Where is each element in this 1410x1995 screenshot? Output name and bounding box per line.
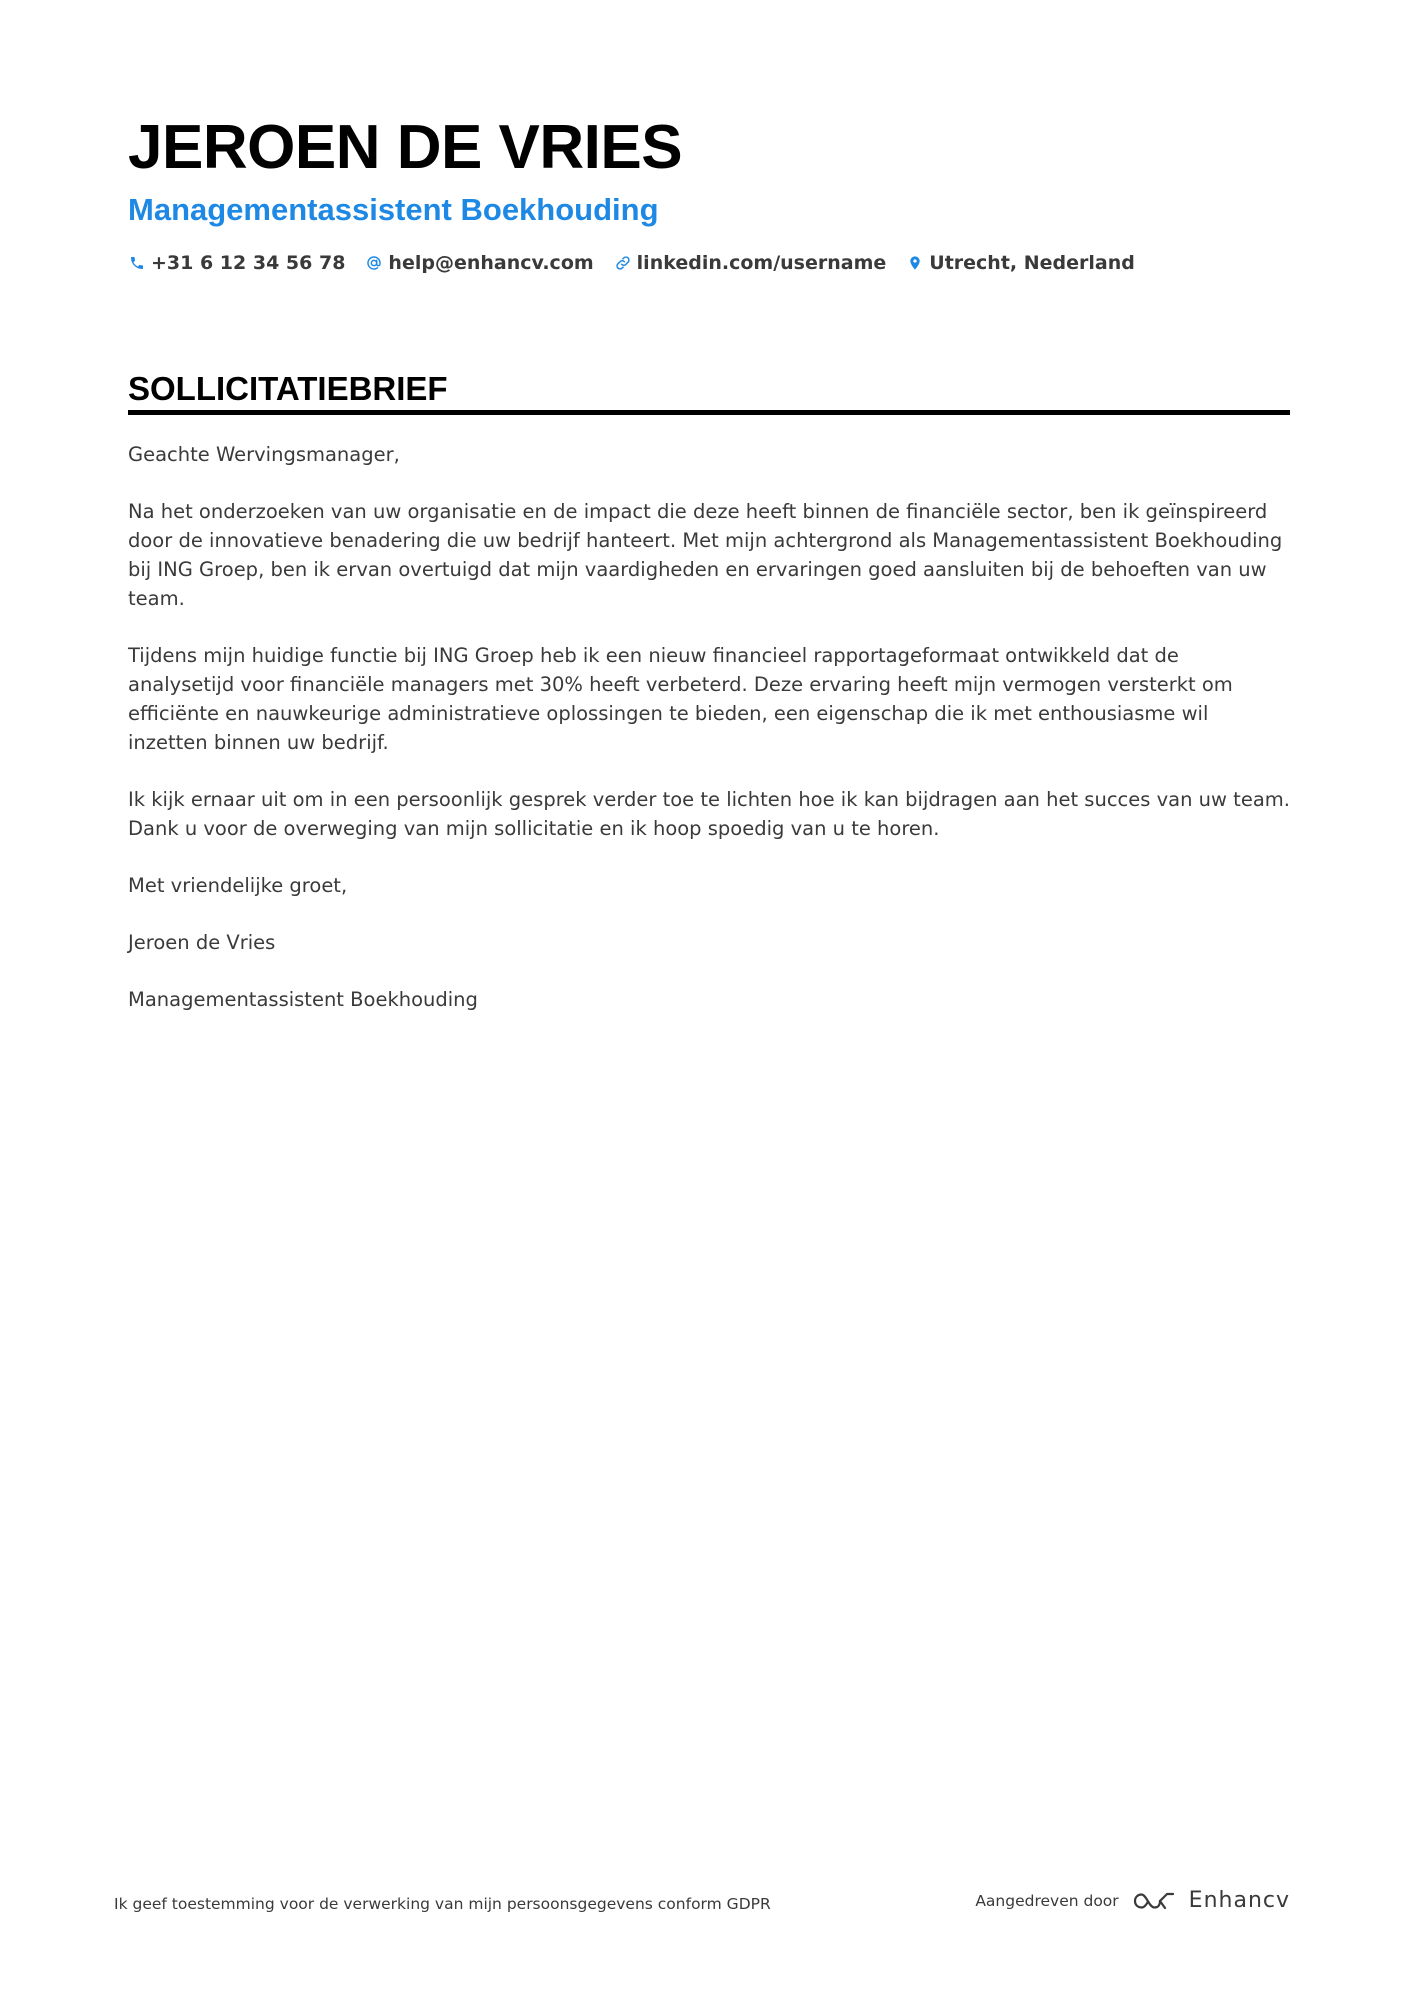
- contact-phone: [128, 252, 345, 274]
- letter-closing: Met vriendelijke groet,: [128, 874, 348, 897]
- enhancv-logo-icon: [1131, 1889, 1177, 1913]
- contact-location-text: Utrecht, Nederland: [929, 252, 1135, 274]
- letter-paragraph: Ik kijk ernaar uit om in een persoonlijk gesprek verder toe te lichten hoe ik kan bijdragen aan het succes van uw team. Dank u voor de overweging van mijn sollicitatie en ik hoop spoedig van u te horen.: [128, 788, 1290, 840]
- signature-name: Jeroen de Vries: [128, 931, 276, 954]
- gdpr-consent: Ik geef toestemming voor de verwerking van mijn persoonsgegevens conform GDPR: [114, 1895, 771, 1913]
- letter-greeting: Geachte Wervingsmanager,: [128, 443, 400, 466]
- powered-by[interactable]: [975, 1888, 1290, 1913]
- contact-phone-text: +31 6 12 34 56 78: [151, 252, 346, 274]
- letter-paragraph: Tijdens mijn huidige functie bij ING Groep heb ik een nieuw financieel rapportageformaat ontwikkeld dat de analysetijd voor financiële managers met 30% heeft verbeterd. Deze ervaring heeft mijn vermogen versterkt om efficiënte en nauwkeurige administratieve oplossingen te bieden, een eigenschap die ik met enthousiasme wil inzetten binnen uw bedrijf.: [128, 644, 1233, 754]
- signature-title: Managementassistent Boekhouding: [128, 988, 478, 1011]
- phone-icon: [128, 254, 146, 272]
- section-title: SOLLICITATIEBRIEF: [128, 370, 448, 407]
- link-icon: [614, 254, 632, 272]
- contact-bar: [128, 252, 1155, 274]
- section-divider: [128, 410, 1290, 415]
- contact-linkedin[interactable]: [614, 252, 887, 274]
- contact-email-text: help@enhancv.com: [388, 252, 594, 274]
- at-icon: [365, 254, 383, 272]
- applicant-name: JEROEN DE VRIES: [128, 113, 683, 182]
- contact-location: [906, 252, 1135, 274]
- contact-email[interactable]: [365, 252, 593, 274]
- job-title: Managementassistent Boekhouding: [128, 192, 659, 227]
- contact-linkedin-text: linkedin.com/username: [636, 252, 887, 274]
- letter-paragraph: Na het onderzoeken van uw organisatie en de impact die deze heeft binnen de financiële sector, ben ik geïnspireerd door de innovatieve benadering die uw bedrijf hanteert. Met mijn achtergrond als Managementassistent Boekhouding bij ING Groep, ben ik ervan overtuigd dat mijn vaardigheden en ervaringen goed aansluiten bij de behoeften van uw team.: [128, 500, 1283, 610]
- letter-body: [128, 440, 1290, 1042]
- location-pin-icon: [906, 254, 924, 272]
- brand-name: Enhancv: [1188, 1888, 1290, 1913]
- powered-by-label: Aangedreven door: [975, 1891, 1119, 1910]
